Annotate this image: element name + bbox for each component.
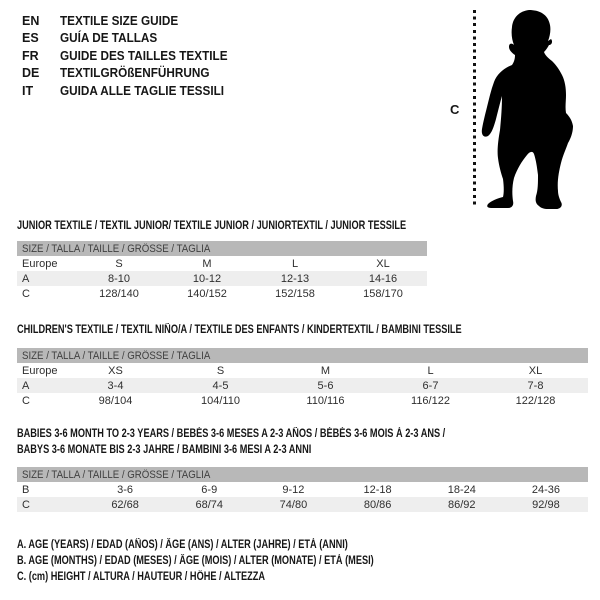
size-cell: 10-12 (192, 272, 222, 285)
size-cell: XL (528, 364, 543, 377)
size-cell: XS (108, 364, 123, 377)
size-cell: 8-10 (107, 272, 131, 285)
size-cell: 116/122 (411, 394, 450, 407)
language-code: DE (22, 66, 40, 81)
size-cell: 6-7 (422, 379, 439, 392)
language-row (22, 13, 238, 30)
table-row (17, 363, 588, 378)
legend-note-text: C. (cm) HEIGHT / ALTURA / HAUTEUR / HÖHE / ALTEZZA (17, 571, 266, 583)
language-code: FR (22, 48, 39, 63)
language-title-list (22, 13, 238, 100)
measure-label-c: C (450, 102, 460, 117)
size-cell: L (427, 364, 434, 377)
section-title-babies (17, 426, 552, 458)
legend-note-c (17, 569, 463, 585)
guide-title: TEXTILGRÖßENFÜHRUNG (60, 66, 210, 81)
size-cell: 80/86 (363, 498, 392, 511)
section-title-text: JUNIOR TEXTILE / TEXTIL JUNIOR/ TEXTILE JUNIOR / JUNIORTEXTIL / JUNIOR TESSILE (17, 220, 407, 232)
size-cell: XL (376, 257, 390, 270)
table-row (17, 286, 427, 301)
section-title-text: CHILDREN'S TEXTILE / TEXTIL NIÑO/A / TEXTILE DES ENFANTS / KINDERTEXTIL / BAMBINI TESSILE (17, 324, 462, 336)
language-code: IT (22, 83, 34, 98)
size-cell: 9-12 (282, 483, 305, 496)
table-row (17, 482, 588, 497)
table-row (17, 497, 588, 512)
legend-note-text: A. AGE (YEARS) / EDAD (AÑOS) / ÂGE (ANS) / ALTER (JAHRE) / ETÀ (ANNI) (17, 539, 348, 551)
row-label: C (22, 498, 30, 511)
size-cell: 6-9 (201, 483, 218, 496)
guide-title: TEXTILE SIZE GUIDE (60, 14, 179, 28)
size-cell: 152/158 (275, 287, 315, 300)
language-row (22, 48, 238, 65)
legend-note-text: B. AGE (MONTHS) / EDAD (MESES) / ÂGE (MOIS) / ALTER (MONATE) / ETÀ (MESI) (17, 555, 374, 567)
size-cell: 110/116 (306, 394, 345, 407)
size-cell: 3-4 (107, 379, 124, 392)
baby-silhouette-icon (478, 4, 598, 214)
size-cell: 98/104 (98, 394, 133, 407)
row-label: A (22, 379, 30, 392)
section-title-text: BABIES 3-6 MONTH TO 2-3 YEARS / BEBÉS 3-6 MESES A 2-3 AÑOS / BÉBÉS 3-6 MOIS À 2-3 ANS / (17, 428, 446, 440)
size-cell: 62/68 (111, 498, 139, 511)
size-cell: 122/128 (515, 394, 556, 407)
size-header-label: SIZE / TALLA / TAILLE / GRÖSSE / TAGLIA (22, 242, 211, 255)
size-cell: 92/98 (532, 498, 560, 511)
language-row (22, 83, 238, 100)
section-title-children (17, 322, 573, 338)
table-header-bar (17, 348, 588, 363)
junior-size-table (17, 241, 427, 301)
size-cell: 4-5 (212, 379, 229, 392)
row-label: B (22, 483, 30, 496)
guide-title: GUIDE DES TAILLES TEXTILE (60, 48, 228, 63)
table-row (17, 256, 427, 271)
size-cell: L (291, 257, 299, 270)
size-cell: 12-18 (363, 483, 392, 496)
size-cell: 24-36 (531, 483, 561, 496)
babies-size-table (17, 467, 588, 512)
language-code: ES (22, 31, 39, 46)
size-cell: 18-24 (447, 483, 476, 496)
row-label: C (22, 394, 30, 407)
legend-notes (17, 537, 463, 585)
table-header-bar (17, 241, 427, 256)
size-header-label: SIZE / TALLA / TAILLE / GRÖSSE / TAGLIA (22, 468, 211, 481)
legend-note-b (17, 553, 463, 569)
row-label: C (22, 287, 30, 300)
size-cell: 5-6 (317, 379, 334, 392)
row-label: A (22, 272, 30, 285)
guide-title: GUÍA DE TALLAS (60, 31, 158, 46)
size-cell: 104/110 (201, 394, 240, 407)
row-label: Europe (22, 257, 58, 270)
table-header-bar (17, 467, 588, 482)
language-row (22, 30, 238, 47)
section-title-text: BABYS 3-6 MONATE BIS 2-3 JAHRE / BAMBINI 3-6 MESI A 2-3 ANNI (17, 444, 312, 456)
table-row (17, 393, 588, 408)
size-cell: 14-16 (368, 272, 398, 285)
row-label: Europe (22, 364, 58, 377)
size-cell: M (320, 364, 331, 377)
height-measure-dotted-line (473, 10, 476, 207)
table-row (17, 271, 427, 286)
size-cell: 12-13 (280, 272, 310, 285)
size-cell: 128/140 (99, 287, 139, 300)
size-cell: 68/74 (195, 498, 224, 511)
guide-title: GUIDA ALLE TAGLIE TESSILI (60, 83, 225, 98)
size-cell: 140/152 (187, 287, 227, 300)
size-cell: 3-6 (117, 483, 134, 496)
size-cell: 7-8 (527, 379, 544, 392)
language-row (22, 65, 238, 82)
size-cell: 86/92 (448, 498, 476, 511)
legend-note-a (17, 537, 463, 553)
language-code: EN (22, 14, 40, 28)
table-row (17, 378, 588, 393)
size-header-label: SIZE / TALLA / TAILLE / GRÖSSE / TAGLIA (22, 349, 211, 362)
size-cell: S (115, 257, 123, 270)
size-cell: M (202, 257, 212, 270)
section-title-junior (17, 218, 503, 234)
size-cell: 158/170 (363, 287, 403, 300)
size-cell: S (216, 364, 225, 377)
children-size-table (17, 348, 588, 408)
size-cell: 74/80 (279, 498, 308, 511)
